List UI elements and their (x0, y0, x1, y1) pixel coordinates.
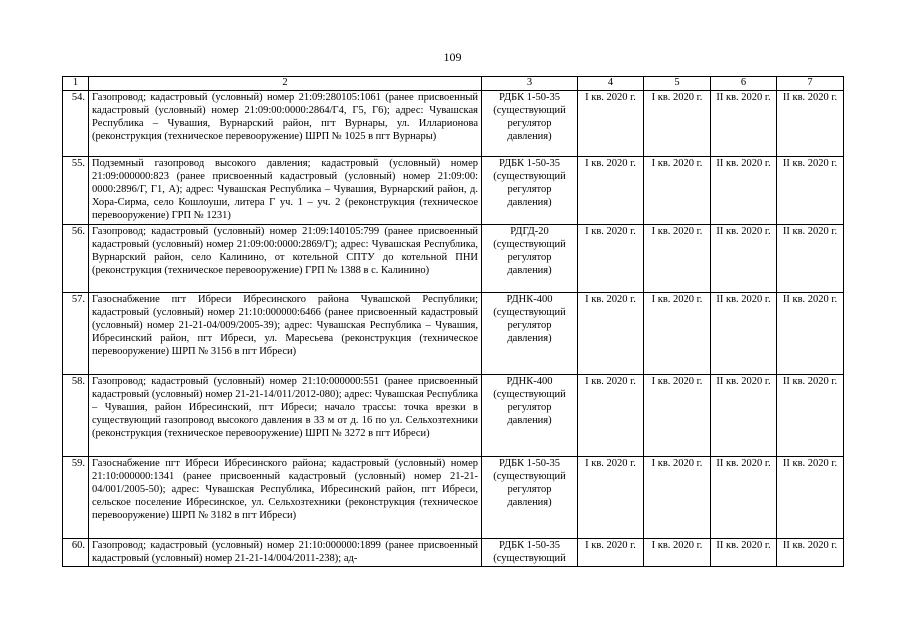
period-col-5: I кв. 2020 г. (644, 539, 711, 567)
table-row (63, 457, 844, 539)
equipment: РДНК-400 (существующий регулятор давления) (482, 375, 578, 457)
period-col-5: I кв. 2020 г. (644, 91, 711, 157)
object-description: Газоснабжение пгт Ибреси Ибресинского района Чувашской Республики; кадастровый (условный) номер 21:10:000000:6466 (ранее присвоенный кадастровый (условный) номер 21-21-04/009/2005-39); адрес: Чувашская Республика – Чувашия, Ибресинский район, пгт Ибреси, ул. Маресьева (реконструкция (техническое перевооружение) ШРП № 3156 в пгт Ибреси) (89, 293, 482, 375)
period-col-4: I кв. 2020 г. (578, 375, 644, 457)
period-col-4: I кв. 2020 г. (578, 293, 644, 375)
period-col-6: II кв. 2020 г. (711, 293, 777, 375)
row-number: 54. (63, 91, 89, 157)
equipment: РДГД-20 (существующий регулятор давления) (482, 225, 578, 293)
period-col-7: II кв. 2020 г. (777, 225, 844, 293)
column-number-row (63, 77, 844, 91)
period-col-7: II кв. 2020 г. (777, 539, 844, 567)
period-col-4: I кв. 2020 г. (578, 225, 644, 293)
period-col-4: I кв. 2020 г. (578, 457, 644, 539)
row-number: 60. (63, 539, 89, 567)
row-number: 59. (63, 457, 89, 539)
period-col-6: II кв. 2020 г. (711, 225, 777, 293)
schedule-table (62, 76, 844, 567)
period-col-4: I кв. 2020 г. (578, 157, 644, 225)
table-row (63, 293, 844, 375)
period-col-6: II кв. 2020 г. (711, 157, 777, 225)
period-col-5: I кв. 2020 г. (644, 157, 711, 225)
object-description: Газопровод; кадастровый (условный) номер 21:10:000000:1899 (ранее присвоенный кадастровый (условный) номер 21-21-14/004/2011-238); ад- (89, 539, 482, 567)
period-col-6: II кв. 2020 г. (711, 539, 777, 567)
period-col-7: II кв. 2020 г. (777, 375, 844, 457)
equipment: РДБК 1-50-35 (существующий (482, 539, 578, 567)
period-col-4: I кв. 2020 г. (578, 539, 644, 567)
period-col-6: II кв. 2020 г. (711, 375, 777, 457)
column-header-6: 6 (711, 77, 777, 91)
period-col-5: I кв. 2020 г. (644, 225, 711, 293)
table-row (63, 91, 844, 157)
period-col-5: I кв. 2020 г. (644, 375, 711, 457)
table-row (63, 157, 844, 225)
table-row (63, 539, 844, 567)
column-header-3: 3 (482, 77, 578, 91)
table-row (63, 375, 844, 457)
equipment: РДНК-400 (существующий регулятор давления) (482, 293, 578, 375)
equipment: РДБК 1-50-35 (существующий регулятор давления) (482, 157, 578, 225)
column-header-4: 4 (578, 77, 644, 91)
equipment: РДБК 1-50-35 (существующий регулятор давления) (482, 457, 578, 539)
period-col-6: II кв. 2020 г. (711, 91, 777, 157)
column-header-1: 1 (63, 77, 89, 91)
period-col-5: I кв. 2020 г. (644, 293, 711, 375)
column-header-7: 7 (777, 77, 844, 91)
equipment: РДБК 1-50-35 (существующий регулятор давления) (482, 91, 578, 157)
object-description: Подземный газопровод высокого давления; кадастровый (условный) номер 21:09:000000:823 (ранее присвоенный кадастровый (условный) номер 21:09:00: 0000:2896/Г, Г1, А); адрес: Чувашская Республика – Чувашия, Вурнарский район, д. Хора-Сирма, село Кошлоуши, литера Г уч. 1 – уч. 2 (реконструкция (техническое перевооружение) ГРП № 1231) (89, 157, 482, 225)
row-number: 57. (63, 293, 89, 375)
object-description: Газоснабжение пгт Ибреси Ибресинского района; кадастровый (условный) номер 21:10:000000:1341 (ранее присвоенный кадастровый (условный) номер 21-21-04/001/2005-50); адрес: Чувашская Республика, Ибресинский район, пгт Ибреси, сельское поселение Ибресинское, ул. Сельхозтехники (реконструкция (техническое перевооружение) ШРП № 3182 в пгт Ибреси) (89, 457, 482, 539)
period-col-7: II кв. 2020 г. (777, 157, 844, 225)
column-header-5: 5 (644, 77, 711, 91)
period-col-6: II кв. 2020 г. (711, 457, 777, 539)
page-number: 109 (443, 50, 462, 64)
period-col-7: II кв. 2020 г. (777, 457, 844, 539)
row-number: 55. (63, 157, 89, 225)
row-number: 58. (63, 375, 89, 457)
column-header-2: 2 (89, 77, 482, 91)
period-col-7: II кв. 2020 г. (777, 91, 844, 157)
table-row (63, 225, 844, 293)
object-description: Газопровод; кадастровый (условный) номер 21:10:000000:551 (ранее присвоенный кадастровый (условный) номер 21-21-14/011/2012-080); адрес: Чувашская Республика – Чувашия, район Ибресинский, пгт Ибреси; начало трассы: точка врезки в существующий газопровод высокого давления в 33 м от д. 16 по ул. Сельхозтехники (реконструкция (техническое перевооружение) ШРП № 3272 в пгт Ибреси) (89, 375, 482, 457)
object-description: Газопровод; кадастровый (условный) номер 21:09:280105:1061 (ранее присвоенный кадастровый (условный) номер 21:09:00:0000:2864/Г4, Г5, Г6); адрес: Чувашская Республика – Чувашия, Вурнарский район, пгт Вурнары, ул. Илларионова (реконструкция (техническое перевооружение) ШРП № 1025 в пгт Вурнары) (89, 91, 482, 157)
object-description: Газопровод; кадастровый (условный) номер 21:09:140105:799 (ранее присвоенный кадастровый (условный) номер 21:09:00:0000:2869/Г); адрес: Чувашская Республика, Вурнарский район, село Калинино, от котельной СПТУ до котельной ПНИ (реконструкция (техническое перевооружение) ГРП № 1388 в с. Калинино) (89, 225, 482, 293)
row-number: 56. (63, 225, 89, 293)
period-col-5: I кв. 2020 г. (644, 457, 711, 539)
period-col-7: II кв. 2020 г. (777, 293, 844, 375)
period-col-4: I кв. 2020 г. (578, 91, 644, 157)
